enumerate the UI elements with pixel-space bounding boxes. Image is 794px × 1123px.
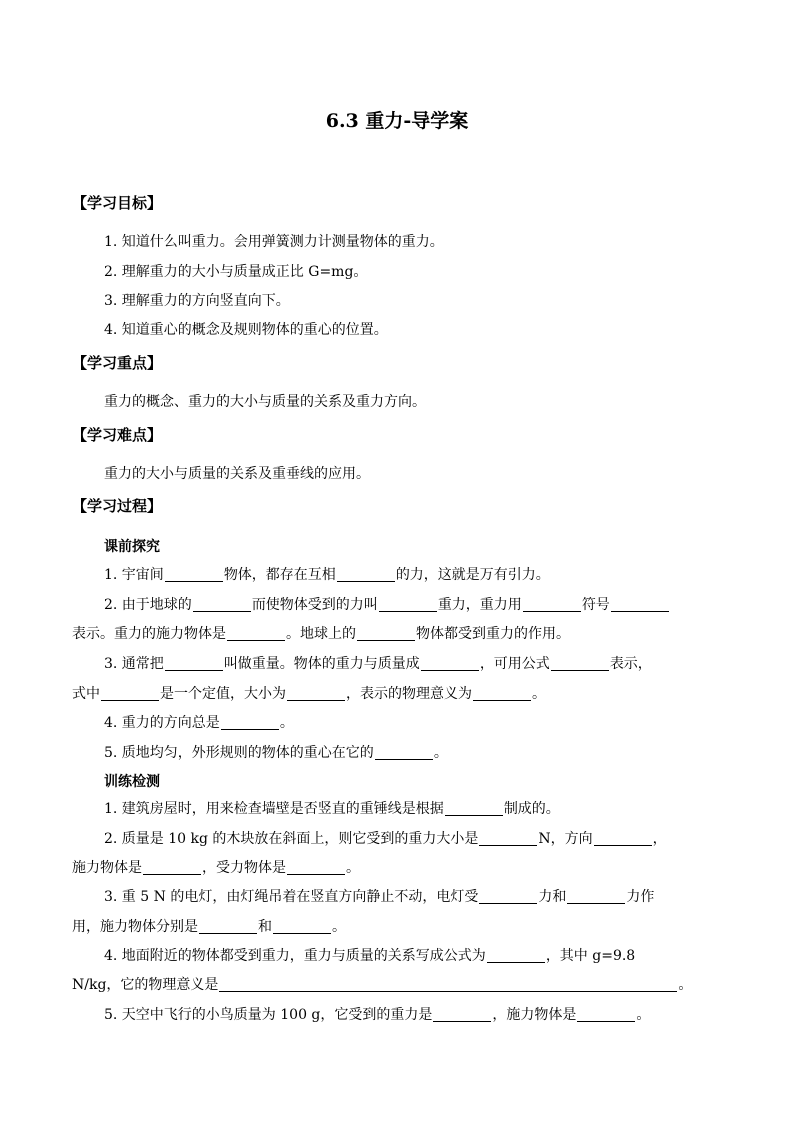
text: 物体都受到重力的作用。 <box>416 626 570 642</box>
text: 3. 重 5 N 的电灯，由灯绳吊着在竖直方向静止不动，电灯受 <box>104 889 479 905</box>
text: 3. 通常把 <box>104 656 164 672</box>
text: 5. 质地均匀，外形规则的物体的重心在它的 <box>104 745 374 761</box>
blank-line <box>273 919 331 934</box>
blank-line <box>357 626 415 641</box>
blank-line <box>479 831 537 846</box>
blank-line <box>287 686 345 701</box>
text: 力和 <box>538 889 567 905</box>
text: 。 <box>636 1007 651 1023</box>
text: 4. 地面附近的物体都受到重力，重力与质量的关系写成公式为 <box>104 948 486 964</box>
blank-line <box>375 745 433 760</box>
text: 力作 <box>626 889 655 905</box>
practice-p3-line1 <box>104 887 654 907</box>
text: 5. 天空中飞行的小鸟质量为 100 g，它受到的重力是 <box>104 1007 433 1023</box>
difficulty-text: 重力的大小与质量的关系及重垂线的应用。 <box>104 466 370 482</box>
text: ， <box>652 831 667 847</box>
blank-line <box>487 948 545 963</box>
practice-p4-line1 <box>104 946 635 966</box>
text: 制成的。 <box>503 801 560 817</box>
text: N/kg，它的物理意义是 <box>72 977 219 993</box>
blank-line <box>523 597 581 612</box>
preview-q2-line1 <box>104 595 670 615</box>
practice-p2-line1 <box>104 829 667 849</box>
text: 2. 质量是 10 kg 的木块放在斜面上，则它受到的重力大小是 <box>104 831 479 847</box>
blank-line <box>433 1007 491 1022</box>
blank-line <box>221 715 279 730</box>
blank-line <box>193 597 251 612</box>
preview-q5 <box>104 743 448 763</box>
blank-line <box>594 831 652 846</box>
blank-line <box>165 567 223 582</box>
text: 用，施力物体分别是 <box>72 919 198 935</box>
text: 表示。重力的施力物体是 <box>72 626 226 642</box>
text: 。 <box>678 977 693 993</box>
blank-line <box>551 656 609 671</box>
practice-p1 <box>104 799 560 819</box>
text: ，表示的物理意义为 <box>346 686 472 702</box>
text: 和 <box>258 919 272 935</box>
text: N，方向 <box>538 831 593 847</box>
text: ，其中 g=9.8 <box>545 948 636 964</box>
preview-q2-line2 <box>72 624 570 644</box>
text: 。地球上的 <box>286 626 356 642</box>
blank-line <box>421 656 479 671</box>
text: 表示， <box>609 656 652 672</box>
practice-p3-line2 <box>72 917 346 937</box>
blank-line <box>577 1007 635 1022</box>
section-heading-process: 【学习过程】 <box>72 497 163 515</box>
preview-q4 <box>104 713 294 733</box>
text: 是一个定值，大小为 <box>160 686 286 702</box>
text: ，受力物体是 <box>202 860 286 876</box>
text: 。 <box>279 715 294 731</box>
text: ，可用公式 <box>479 656 550 672</box>
goal-item-4: 4. 知道重心的概念及规则物体的重心的位置。 <box>104 322 388 338</box>
text: 。 <box>433 745 448 761</box>
page-title: 6.3 重力-导学案 <box>325 110 469 132</box>
text: 4. 重力的方向总是 <box>104 715 220 731</box>
text: 1. 建筑房屋时，用来检查墙壁是否竖直的重锤线是根据 <box>104 801 444 817</box>
text: 符号 <box>581 597 610 613</box>
section-heading-difficulty: 【学习难点】 <box>72 426 163 444</box>
text: 。 <box>346 860 360 876</box>
preview-q3-line2 <box>72 684 546 704</box>
blank-line <box>143 860 201 875</box>
blank-line <box>337 567 395 582</box>
blank-line <box>165 656 223 671</box>
preview-q1 <box>104 565 550 585</box>
text: ，施力物体是 <box>492 1007 577 1023</box>
text: 。 <box>332 919 346 935</box>
text: 而使物体受到的力叫 <box>251 597 378 613</box>
text: 1. 宇宙间 <box>104 567 164 583</box>
blank-line <box>611 597 669 612</box>
goal-item-1: 1. 知道什么叫重力。会用弹簧测力计测量物体的重力。 <box>104 234 444 250</box>
blank-line <box>473 686 531 701</box>
text: 2. 由于地球的 <box>104 597 192 613</box>
blank-line <box>287 860 345 875</box>
blank-line <box>101 686 159 701</box>
practice-p2-line2 <box>72 858 360 878</box>
preview-q3-line1 <box>104 654 652 674</box>
section-heading-goals: 【学习目标】 <box>72 194 163 212</box>
blank-line <box>567 889 625 904</box>
subheading-practice: 训练检测 <box>104 774 160 790</box>
blank-line <box>219 977 677 992</box>
goal-item-2: 2. 理解重力的大小与质量成正比 G=mg。 <box>104 264 368 280</box>
blank-line <box>445 801 503 816</box>
text: 物体，都存在互相 <box>223 567 336 583</box>
practice-p4-line2 <box>72 975 692 995</box>
key-text: 重力的概念、重力的大小与质量的关系及重力方向。 <box>104 394 426 410</box>
blank-line <box>379 597 437 612</box>
practice-p5 <box>104 1005 650 1025</box>
goal-item-3: 3. 理解重力的方向竖直向下。 <box>104 293 290 309</box>
text: 式中 <box>72 686 100 702</box>
text: 施力物体是 <box>72 860 142 876</box>
blank-line <box>199 919 257 934</box>
section-heading-key: 【学习重点】 <box>72 354 163 372</box>
text: 的力，这就是万有引力。 <box>395 567 550 583</box>
subheading-preview: 课前探究 <box>104 539 160 555</box>
text: 。 <box>532 686 546 702</box>
blank-line <box>227 626 285 641</box>
blank-line <box>479 889 537 904</box>
text: 叫做重量。物体的重力与质量成 <box>223 656 420 672</box>
text: 重力，重力用 <box>437 597 522 613</box>
